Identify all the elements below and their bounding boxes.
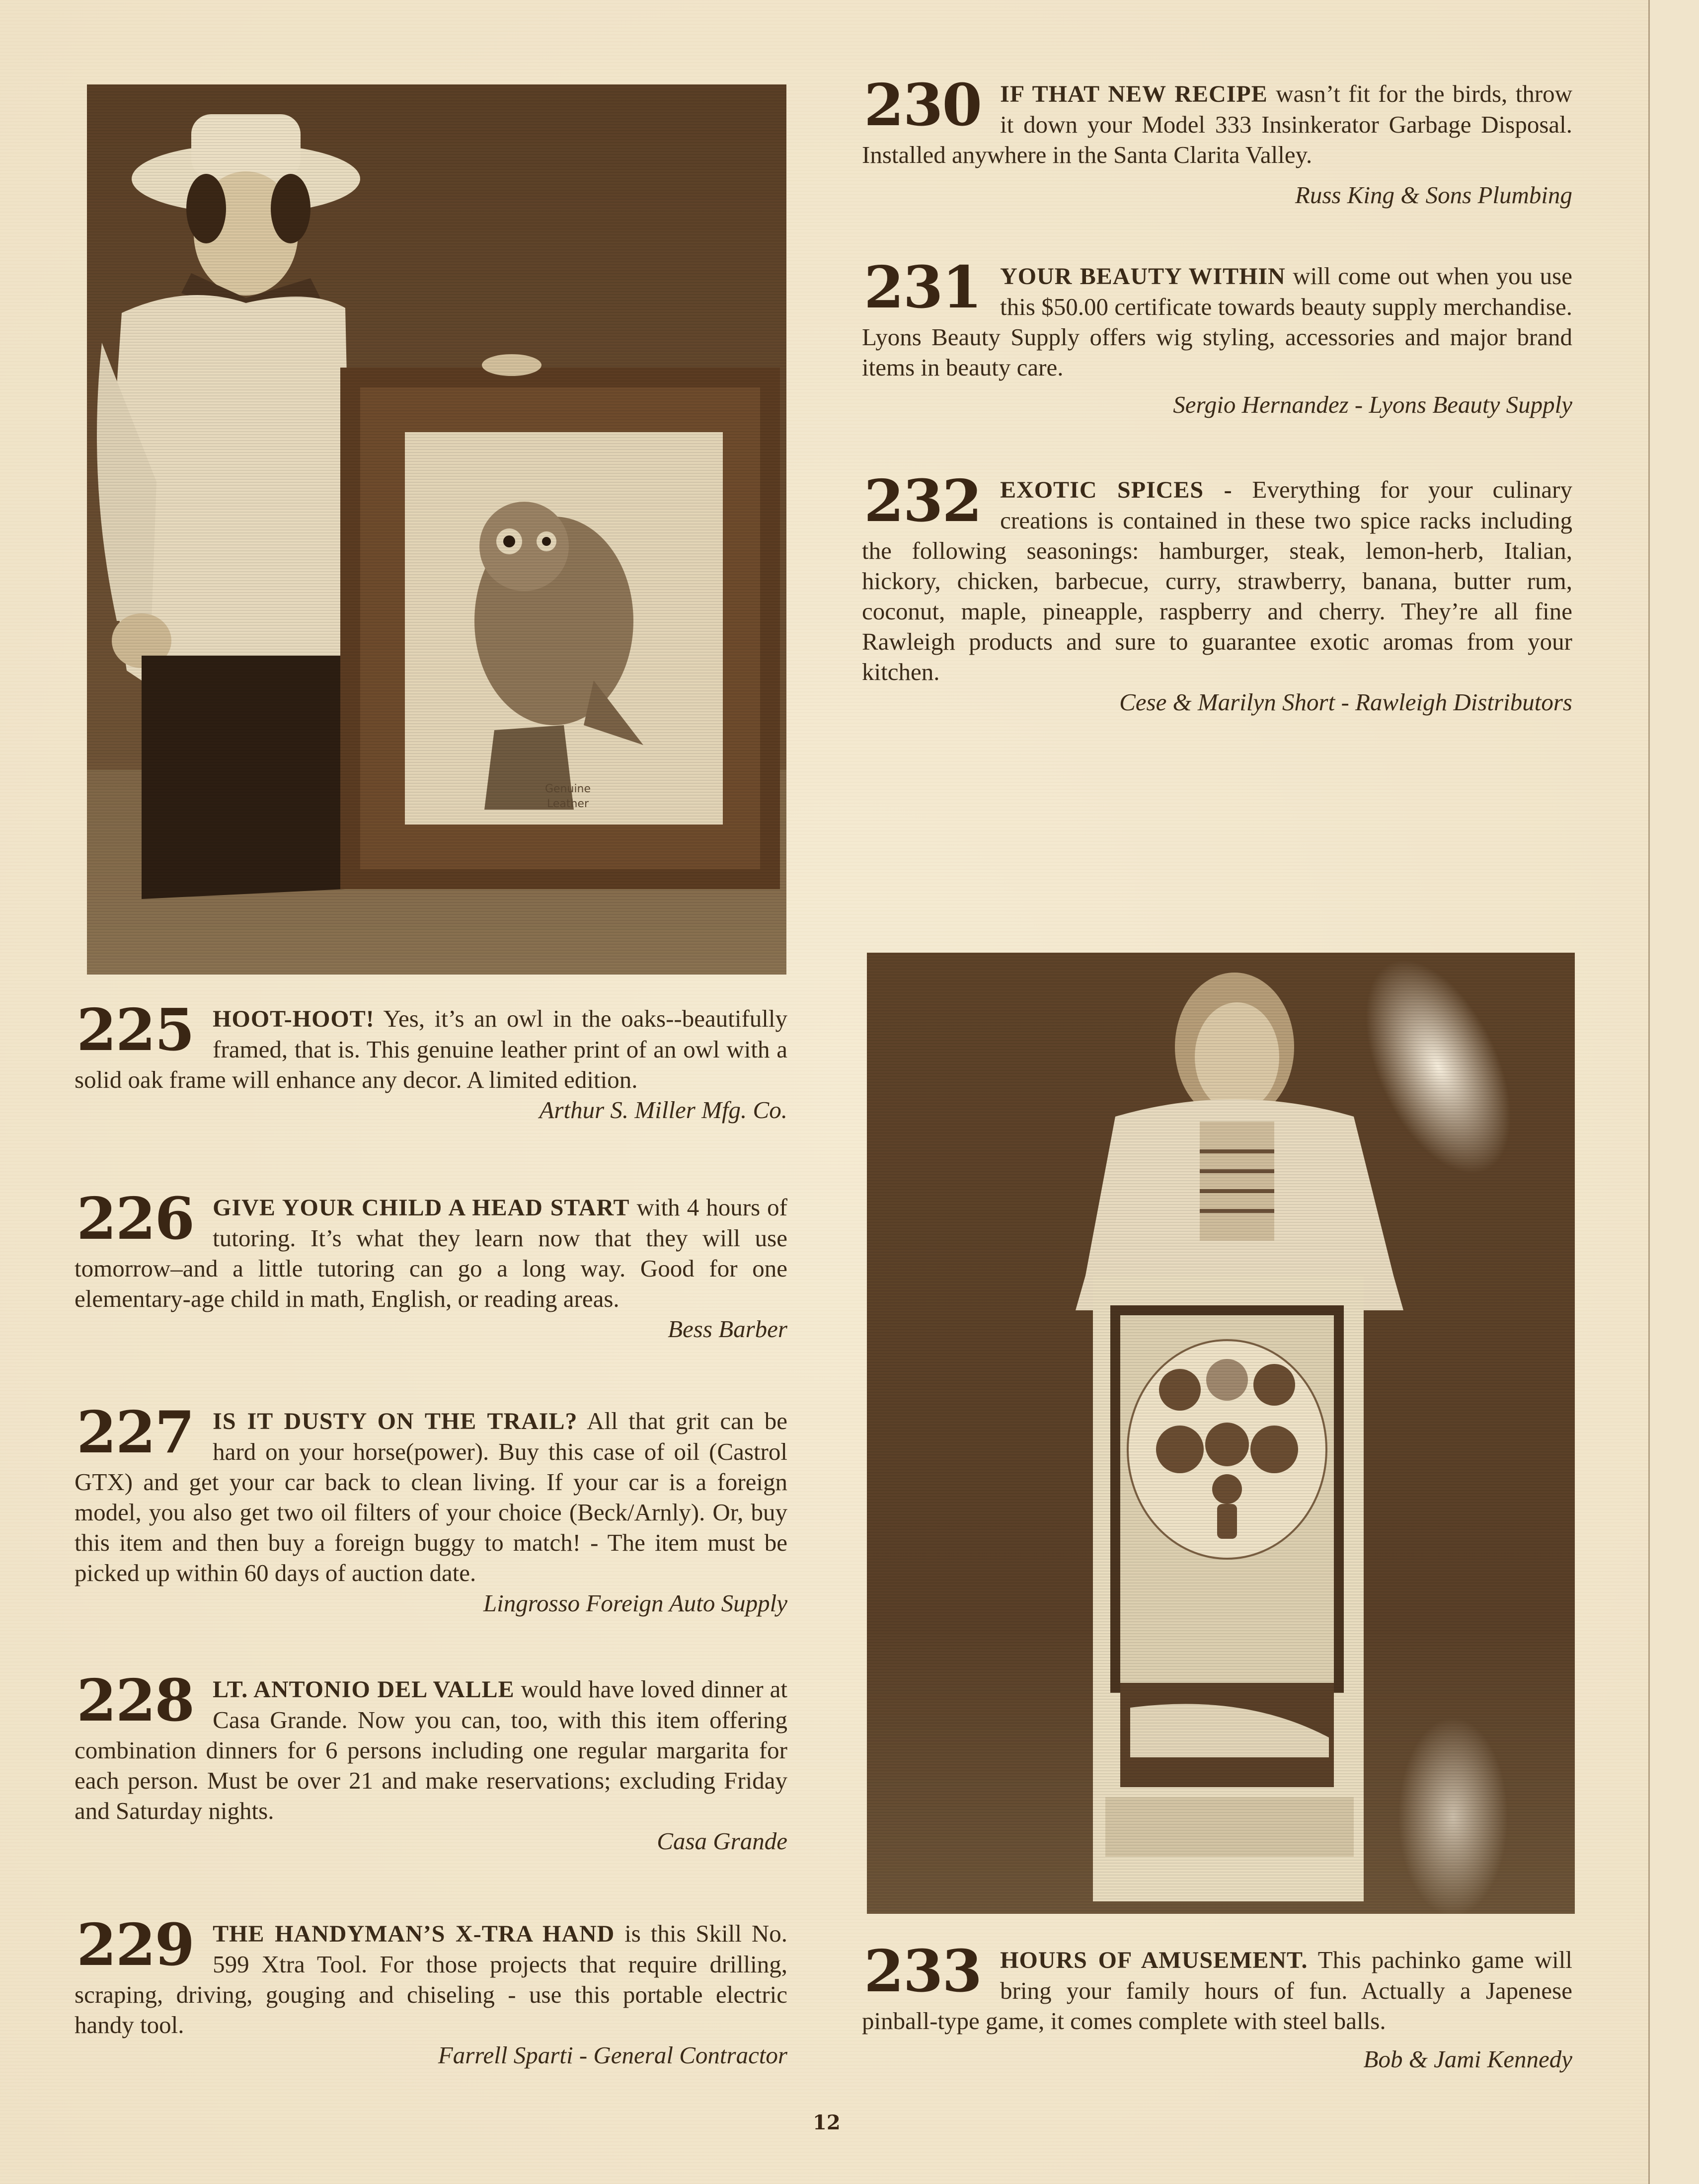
- item-headline: HOOT-HOOT!: [213, 1006, 375, 1032]
- item-donor: Farrell Sparti - General Contractor: [438, 2041, 787, 2069]
- item-number: 225: [77, 996, 194, 1064]
- item-description: This pachinko game will bring your family hours of fun. Actually a Japenese pinball-type game, it comes complete with steel balls.: [862, 1946, 1572, 2034]
- auction-item-228: [75, 1667, 787, 1856]
- item-number: 233: [864, 1938, 982, 2005]
- owl-print-photo-illustration: [87, 84, 786, 975]
- item-number: 230: [864, 72, 982, 139]
- auction-item-233: [862, 1938, 1572, 2074]
- page-number: 12: [813, 2111, 841, 2134]
- auction-item-225: [75, 996, 787, 1125]
- item-number: 232: [864, 467, 982, 535]
- item-headline: EXOTIC SPICES -: [1000, 477, 1233, 503]
- item-donor: Arthur S. Miller Mfg. Co.: [539, 1096, 787, 1124]
- item-headline: HOURS OF AMUSEMENT.: [1000, 1947, 1308, 1973]
- item-number: 227: [77, 1399, 194, 1466]
- item-donor: Casa Grande: [657, 1827, 787, 1855]
- auction-item-226: [75, 1185, 787, 1344]
- item-description: will come out when you use this $50.00 certificate towards beauty supply merchandise. Lyons Beauty Supply offers wig styling, accessories and major brand items in beauty care.: [862, 262, 1573, 381]
- auction-item-227: [75, 1399, 787, 1618]
- item-description: Everything for your culinary creations is contained in these two spice racks including the following seasonings: hamburger, steak, lemon-herb, Italian, hickory, chicken, barbecue, curry, strawberry, banana, butter rum, coconut, maple, pineapple, raspberry and cherry. They’re all fine Rawleigh products and sure to guarantee exotic aromas from your kitchen.: [862, 476, 1572, 685]
- item-donor: Bess Barber: [668, 1315, 787, 1343]
- page-spine-crease: [1648, 0, 1650, 2184]
- auction-item-229: [75, 1911, 787, 2070]
- item-number: 226: [77, 1185, 194, 1253]
- item-description: All that grit can be hard on your horse(power). Buy this case of oil (Castrol GTX) and get your car back to clean living. If your car is a foreign model, you also get two oil filters of your choice (Beck/Arnly). Or, buy this item and then buy a foreign buggy to match! - The item must be picked up within 60 days of auction date.: [75, 1407, 787, 1586]
- item-headline: IS IT DUSTY ON THE TRAIL?: [213, 1408, 578, 1434]
- auction-item-231: [862, 254, 1573, 420]
- auction-item-232: [862, 467, 1572, 717]
- item-description: Yes, it’s an owl in the oaks--beautifully framed, that is. This genuine leather print of an owl with a solid oak frame will enhance any decor. A limited edition.: [75, 1005, 787, 1093]
- auction-item-230: [862, 72, 1573, 210]
- item-headline: IF THAT NEW RECIPE: [1000, 81, 1268, 107]
- item-number: 228: [77, 1667, 194, 1734]
- item-headline: THE HANDYMAN’S X-TRA HAND: [213, 1921, 615, 1947]
- item-number: 231: [864, 254, 982, 321]
- pachinko-photo-illustration: [867, 953, 1575, 1914]
- item-description: wasn’t fit for the birds, throw it down your Model 333 Insinkerator Garbage Disposal. Installed anywhere in the Santa Clarita Valley.: [862, 80, 1573, 168]
- item-headline: LT. ANTONIO DEL VALLE: [213, 1676, 515, 1703]
- item-donor: Sergio Hernandez - Lyons Beauty Supply: [1173, 391, 1572, 418]
- item-donor: Lingrosso Foreign Auto Supply: [483, 1589, 787, 1617]
- item-donor: Bob & Jami Kennedy: [1363, 2045, 1572, 2073]
- next-page-edge: [1650, 0, 1699, 2184]
- item-description: would have loved dinner at Casa Grande. Now you can, too, with this item offering combination dinners for 6 persons including one regular margarita for each person. Must be over 21 and make reservations; excluding Friday and Saturday nights.: [75, 1675, 787, 1824]
- item-description: is this Skill No. 599 Xtra Tool. For those projects that require drilling, scraping, driving, gouging and chiseling - use this portable electric handy tool.: [75, 1920, 787, 2038]
- item-description: with 4 hours of tutoring. It’s what they learn now that they will use tomorrow–and a little tutoring can go a long way. Good for one elementary-age child in math, English, or reading areas.: [75, 1194, 787, 1312]
- item-number: 229: [77, 1911, 194, 1979]
- item-donor: Russ King & Sons Plumbing: [1295, 181, 1572, 209]
- owl-print-photo: [87, 84, 786, 975]
- item-headline: GIVE YOUR CHILD A HEAD START: [213, 1195, 630, 1221]
- pachinko-photo: [867, 953, 1575, 1914]
- item-donor: Cese & Marilyn Short - Rawleigh Distributors: [1119, 688, 1572, 716]
- item-headline: YOUR BEAUTY WITHIN: [1000, 263, 1286, 290]
